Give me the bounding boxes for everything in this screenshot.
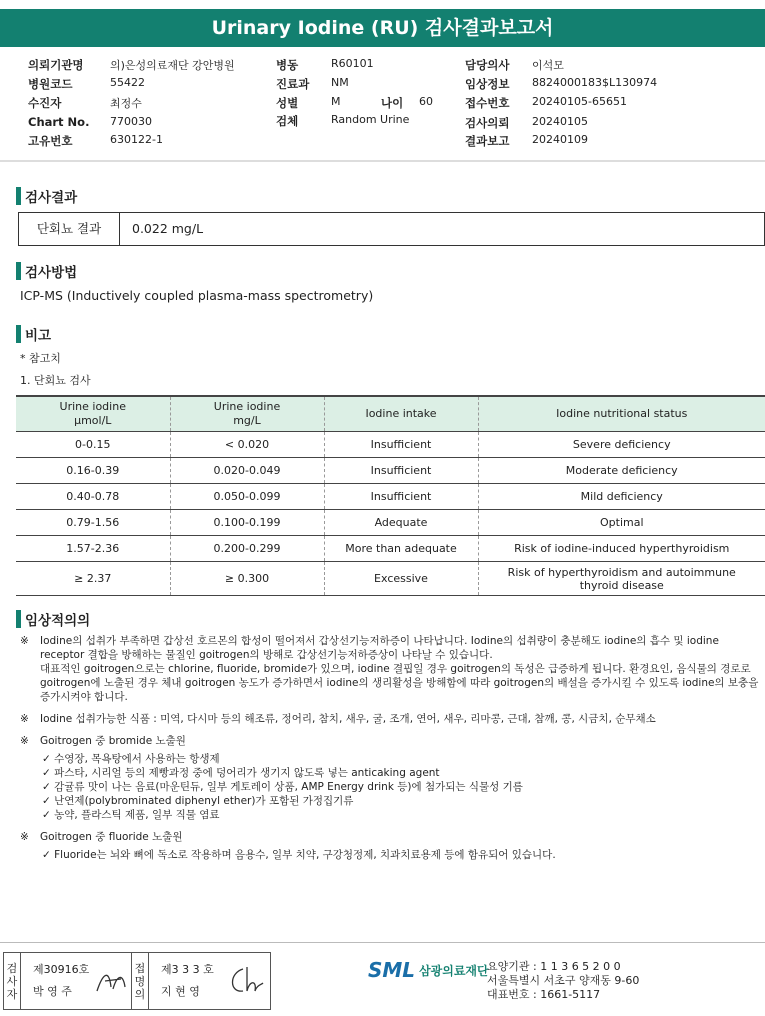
value-unique-no: 630122-1 (110, 133, 163, 146)
reference-table (16, 395, 765, 596)
section-result-title: 검사결과 (16, 186, 77, 206)
doctor-signature (225, 963, 265, 997)
label-hospital-code: 병원코드 (28, 77, 73, 91)
list-item: ✓ 난연제(polybrominated diphenyl ether)가 포함된 가정집기류 (42, 795, 354, 807)
footer (3, 952, 765, 1012)
header-divider (0, 160, 765, 162)
label-clinical-info: 임상정보 (465, 77, 510, 91)
list-item: ✓ 감귤류 맛이 나는 음료(마운틴듀, 일부 게토레이 상품, AMP Energy drink 등)에 첨가되는 식물성 기름 (42, 781, 523, 793)
label-ward: 병동 (276, 58, 299, 72)
signature-box (3, 952, 271, 1010)
header-mgl: Urine iodine mg/L (170, 396, 324, 432)
sml-logo: SML 삼광의료재단 (368, 958, 489, 982)
note-4: ※ Goitrogen 중 fluoride 노출원 (20, 831, 183, 843)
result-value: 0.022 mg/L (132, 221, 204, 236)
tester-signature (93, 965, 129, 997)
value-chart-no: 770030 (110, 115, 152, 128)
list-item: ✓ 농약, 플라스틱 제품, 일부 직물 염료 (42, 809, 220, 821)
label-doctor: 담당의사 (465, 58, 510, 72)
value-doctor: 이석모 (532, 59, 564, 72)
tester-license-no: 제30916호 (33, 963, 90, 976)
header-umol: Urine iodine μmol/L (16, 396, 170, 432)
section-clinical-title: 임상적의의 (16, 609, 90, 629)
value-clinical-info: 8824000183$L130974 (532, 76, 658, 89)
note-1: ※ Iodine의 섭취가 부족하면 갑상선 호르몬의 합성이 떨어져서 갑상선기능저하증이 나타납니다. Iodine의 섭취량이 충분해도 iodine의 흡수 및 iodine receptor 결합을 방해하는 물질인 goitrogen의 방해로 갑상선기능저하증상이 나타날 수 있습니다. 대표적인 goitrogen으로는 chlorine, fluoride, bromide가 있으며, iodine 결핍일 경우 goitrogen의 독성은 급증하게 됩니다. 환경요인, 음식물의 경로로 goitrogen에 노출된 경우 체내 goitrogen 농도가 증가하면서 iodine의 생리활성을 방해함에 따라 goitrogen의 배설을 증가시킬 수 있도록 iodine의 보충을 증가시켜야 합니다. (20, 635, 759, 703)
value-ward: R60101 (331, 57, 374, 70)
value-sex: M (331, 95, 341, 108)
label-department: 진료과 (276, 77, 310, 91)
reference-item: 1. 단회뇨 검사 (20, 374, 91, 387)
table-row: 0.40-0.78 0.050-0.099 Insufficient Mild deficiency (16, 484, 765, 510)
section-remarks-title: 비고 (16, 324, 51, 344)
label-request-date: 검사의뢰 (465, 116, 510, 130)
value-report-date: 20240109 (532, 133, 588, 146)
doctor-cell (149, 953, 269, 1009)
list-item: ✓ 수영장, 목욕탕에서 사용하는 항생제 (42, 753, 220, 765)
label-receipt-no: 접수번호 (465, 96, 510, 110)
method-text: ICP-MS (Inductively coupled plasma-mass spectrometry) (20, 288, 374, 303)
label-unique-no: 고유번호 (28, 134, 73, 148)
report-title: Urinary Iodine (RU) 검사결과보고서 (0, 9, 765, 47)
label-patient: 수진자 (28, 96, 62, 110)
tester-name: 박 영 주 (33, 985, 72, 998)
label-report-date: 결과보고 (465, 134, 510, 148)
footer-divider (0, 942, 765, 943)
bromide-list (20, 752, 765, 822)
header-status: Iodine nutritional status (478, 396, 765, 432)
clinical-notes (20, 634, 765, 862)
value-age: 60 (419, 95, 433, 108)
result-box (18, 212, 765, 246)
label-sex: 성별 (276, 96, 299, 110)
table-header-row (16, 396, 765, 432)
patient-info-header (0, 57, 765, 153)
table-row: 0.79-1.56 0.100-0.199 Adequate Optimal (16, 510, 765, 536)
value-department: NM (331, 76, 349, 89)
note-3: ※ Goitrogen 중 bromide 노출원 (20, 735, 186, 747)
list-item: ✓ Fluoride는 뇌와 뼈에 독소로 작용하며 음용수, 일부 치약, 구강청정제, 치과치료용제 등에 함유되어 있습니다. (42, 849, 556, 861)
section-method-title: 검사방법 (16, 261, 77, 281)
tester-cell (21, 953, 132, 1009)
label-age: 나이 (381, 96, 404, 110)
doctor-name: 지 현 영 (161, 985, 200, 998)
table-row: 0-0.15 < 0.020 Insufficient Severe deficiency (16, 432, 765, 458)
doctor-vertical-label: 접 명 의 (132, 953, 149, 1009)
value-institution: 의)은성의료재단 강안병원 (110, 59, 235, 72)
table-row: 1.57-2.36 0.200-0.299 More than adequate Risk of iodine-induced hyperthyroidism (16, 536, 765, 562)
value-patient: 최정수 (110, 97, 142, 110)
list-item: ✓ 파스타, 시리얼 등의 제빵과정 중에 덩어리가 생기지 않도록 넣는 anticaking agent (42, 767, 440, 779)
header-intake: Iodine intake (324, 396, 478, 432)
table-row: ≥ 2.37 ≥ 0.300 Excessive Risk of hyperthyroidism and autoimmune thyroid disease (16, 562, 765, 596)
label-chart-no: Chart No. (28, 115, 90, 129)
fluoride-list (20, 848, 765, 862)
label-specimen: 검체 (276, 114, 299, 128)
result-label: 단회뇨 결과 (19, 213, 120, 245)
value-request-date: 20240105 (532, 115, 588, 128)
tester-vertical-label: 검 사 자 (4, 953, 21, 1009)
lab-contact: 요양기관 : 1 1 3 6 5 2 0 0 서울특별시 서초구 양재동 9-60 대표번호 : 1661-5117 (487, 960, 640, 1001)
table-row: 0.16-0.39 0.020-0.049 Insufficient Moderate deficiency (16, 458, 765, 484)
reference-label: * 참고치 (20, 352, 61, 365)
value-receipt-no: 20240105-65651 (532, 95, 627, 108)
value-hospital-code: 55422 (110, 76, 145, 89)
doctor-license-no: 제3 3 3 호 (161, 963, 214, 976)
value-specimen: Random Urine (331, 113, 410, 126)
label-institution: 의뢰기관명 (28, 58, 84, 72)
note-2: ※ Iodine 섭취가능한 식품 : 미역, 다시마 등의 해조류, 정어리, 참치, 새우, 굴, 조개, 연어, 새우, 리마콩, 근대, 참깨, 콩, 시금치, 순무채소 (20, 713, 656, 725)
